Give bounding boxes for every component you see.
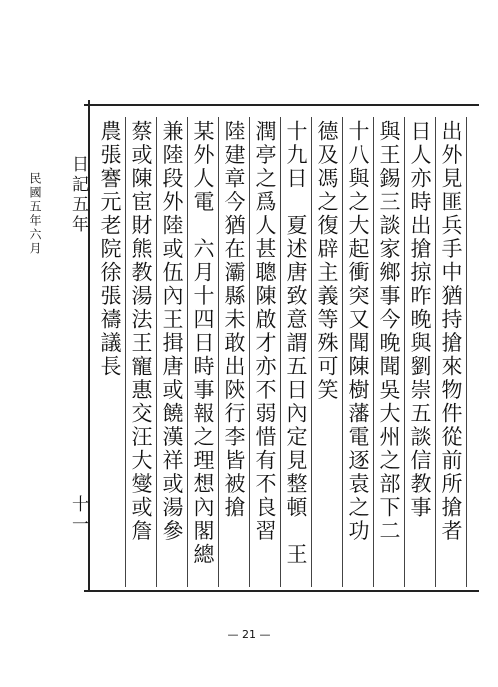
- column-rule: [125, 117, 126, 587]
- column-rule: [187, 117, 188, 587]
- text-column: 十八與之大起衝突又聞陳樹藩電逐袁之功: [346, 120, 370, 543]
- column-rule: [342, 117, 343, 587]
- text-column: 德及馮之復辟主義等殊可笑: [315, 120, 339, 402]
- text-column: 日人亦時出搶掠昨晚與劉崇五談信教事: [408, 120, 432, 520]
- text-column: 潤亭之爲人甚聰陳啟才亦不弱惜有不良習: [253, 120, 277, 543]
- text-column: 某外人電 六月十四日時事報之理想內閣總: [191, 120, 215, 567]
- column-rule: [466, 117, 467, 587]
- column-rule: [280, 117, 281, 587]
- text-column: 十九日 夏述唐致意謂五日內定見整頓 王: [284, 120, 308, 567]
- column-rule: [435, 117, 436, 587]
- gutter-folio: 十一: [68, 495, 88, 535]
- column-rule: [311, 117, 312, 587]
- column-rule: [156, 117, 157, 587]
- column-rule: [373, 117, 374, 587]
- gutter-title: 日記五年: [68, 155, 88, 235]
- page-number: — 21 —: [227, 628, 271, 641]
- text-column: 兼陸段外陸或伍內王揖唐或饒漢祥或湯參: [160, 120, 184, 543]
- text-column: 出外見匪兵手中猶持搶來物件從前所搶者: [439, 120, 463, 543]
- margin-date-note: 民國五年六月: [28, 172, 42, 256]
- column-rule: [218, 117, 219, 587]
- column-rule: [249, 117, 250, 587]
- text-column: 農張謇元老院徐張禱議長: [98, 120, 122, 379]
- text-column: 與王錫三談家鄉事今晚聞吳大州之部下二: [377, 120, 401, 543]
- column-rule: [404, 117, 405, 587]
- text-column: 蔡或陳宦財熊教湯法王寵惠交汪大燮或詹: [129, 120, 153, 543]
- text-column: 陸建章今猶在灞縣未敢出陝行李皆被搶: [222, 120, 246, 520]
